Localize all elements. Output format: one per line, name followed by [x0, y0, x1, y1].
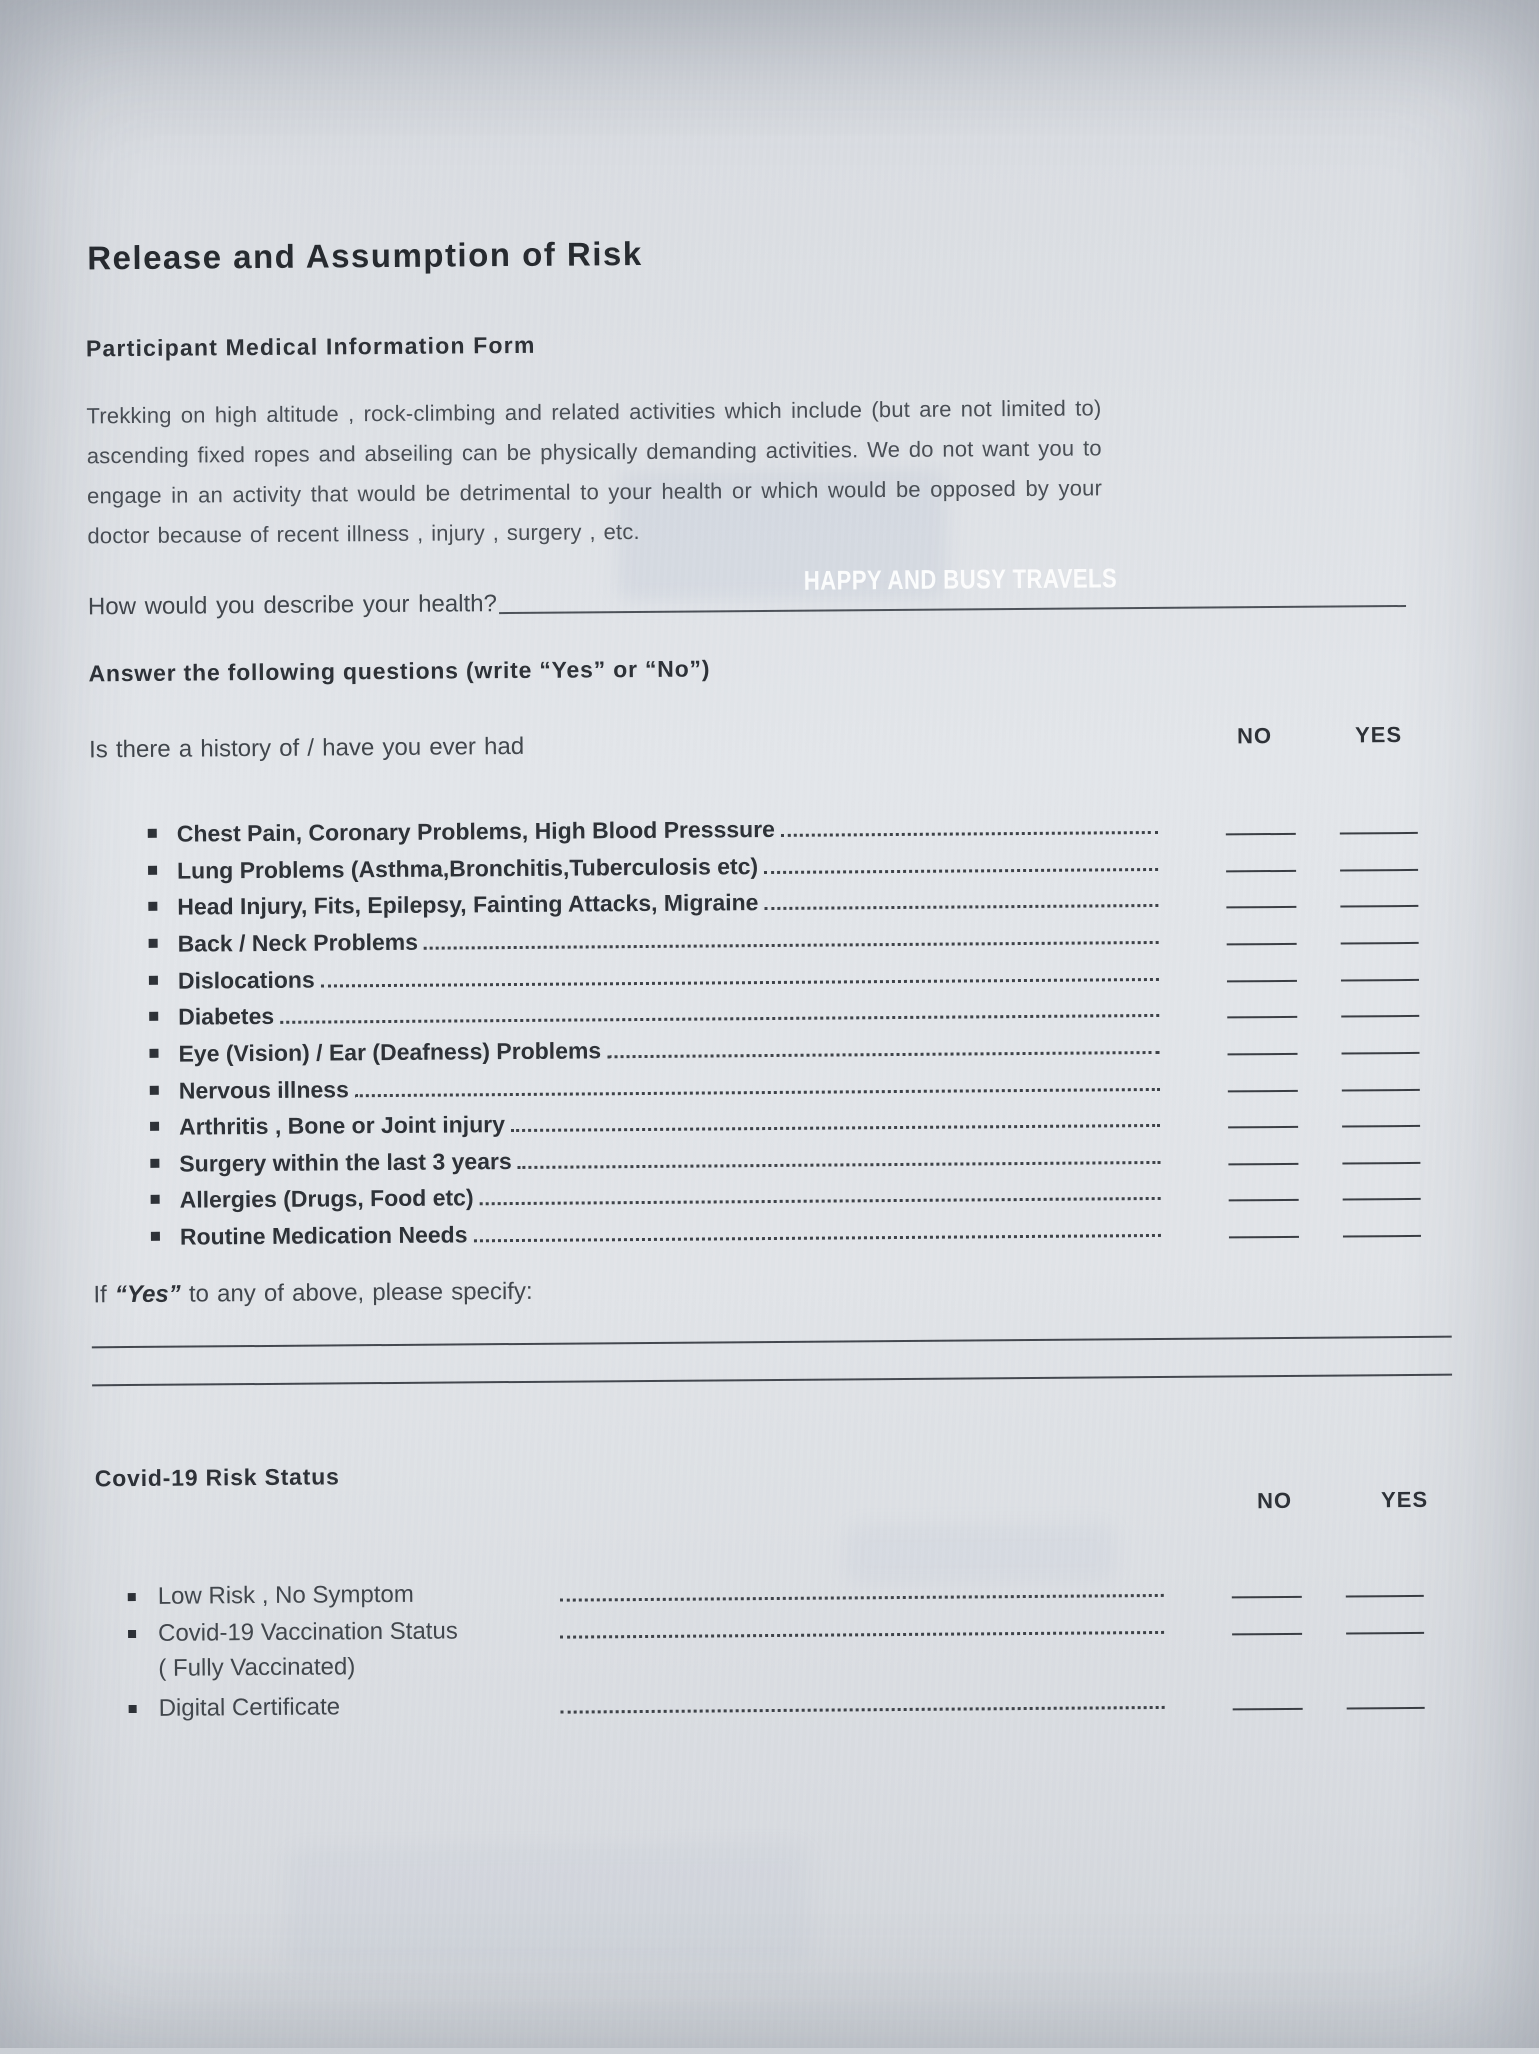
dotted-leader	[474, 1234, 1161, 1242]
specify-suffix: to any of above, please specify:	[180, 1277, 533, 1308]
question-label: Nervous illness	[178, 1076, 349, 1104]
medical-question-row	[149, 1028, 1419, 1068]
bullet-icon	[128, 1593, 136, 1601]
column-header-no: NO	[1256, 1487, 1293, 1514]
medical-question-row	[149, 991, 1419, 1031]
medical-question-row	[151, 1211, 1421, 1251]
column-header-no: NO	[1236, 723, 1273, 749]
no-answer-line	[1227, 1016, 1297, 1019]
document-subtitle: Participant Medical Information Form	[85, 331, 536, 362]
bullet-icon	[129, 1705, 137, 1713]
dotted-leader	[560, 1594, 1164, 1602]
no-answer-line	[1227, 943, 1297, 946]
dotted-leader	[424, 941, 1159, 950]
medical-question-row	[149, 918, 1419, 958]
no-answer-line	[1227, 980, 1297, 983]
bullet-icon	[128, 1630, 136, 1638]
specify-prefix: If	[93, 1281, 116, 1309]
bullet-icon	[151, 1195, 160, 1204]
bullet-icon	[149, 976, 158, 985]
question-label: Covid-19 Vaccination Status	[157, 1617, 458, 1647]
medical-question-row	[151, 1174, 1421, 1214]
no-answer-line	[1233, 1708, 1303, 1711]
no-answer-line	[1232, 1596, 1302, 1599]
bullet-icon	[148, 902, 157, 911]
history-prompt: Is there a history of / have you ever had	[89, 732, 525, 764]
document-title: Release and Assumption of Risk	[87, 234, 643, 277]
yes-answer-line	[1342, 1125, 1420, 1128]
question-label: Back / Neck Problems	[177, 928, 419, 957]
question-label: Head Injury, Fits, Epilepsy, Fainting Attacks, Migraine	[177, 889, 759, 920]
health-question-row	[88, 583, 1406, 621]
bullet-icon	[149, 1012, 158, 1021]
question-label: Low Risk , No Symptom	[157, 1580, 414, 1610]
yes-answer-line	[1346, 1632, 1424, 1635]
yes-answer-line	[1340, 869, 1418, 872]
specify-prompt	[93, 1278, 532, 1309]
no-answer-line	[1228, 1053, 1298, 1056]
yes-answer-line	[1342, 1052, 1420, 1055]
no-answer-line	[1228, 1126, 1298, 1129]
dotted-leader	[480, 1197, 1161, 1205]
yes-answer-line	[1343, 1235, 1421, 1238]
intro-paragraph: Trekking on high altitude , rock-climbing and related activities which include (but are not limited to) ascending fixed ropes and abseiling can be physically demanding activities. We do not want you to engage in an activity that would be detrimental to your health or which would be opposed by your doctor because of recent illness , injury , surgery , etc.	[86, 395, 1103, 549]
medical-question-row	[148, 808, 1418, 848]
yes-answer-line	[1343, 1198, 1421, 1201]
medical-question-row	[148, 881, 1418, 921]
yes-answer-line	[1347, 1707, 1425, 1710]
no-answer-line	[1226, 833, 1296, 836]
medical-question-row	[150, 1138, 1420, 1178]
medical-question-row	[149, 955, 1419, 995]
bullet-icon	[151, 1232, 160, 1241]
covid-question-row	[128, 1571, 1424, 1611]
yes-answer-line	[1342, 1089, 1420, 1092]
bleedthrough-smudge	[288, 1845, 809, 1969]
yes-answer-line	[1341, 942, 1419, 945]
question-label: Dislocations	[177, 966, 315, 994]
bullet-icon	[148, 829, 157, 838]
column-header-yes: YES	[1380, 1486, 1429, 1513]
yes-answer-line	[1341, 1015, 1419, 1018]
dotted-leader	[321, 978, 1159, 988]
bullet-icon	[150, 1122, 159, 1131]
question-label: Chest Pain, Coronary Problems, High Blood Presssure	[176, 815, 776, 847]
dotted-leader	[607, 1051, 1159, 1058]
covid-section-heading: Covid-19 Risk Status	[94, 1463, 340, 1492]
question-label: Routine Medication Needs	[179, 1221, 468, 1250]
no-answer-line	[1226, 906, 1296, 909]
covid-question-row	[128, 1608, 1424, 1648]
question-label: Surgery within the last 3 years	[179, 1148, 512, 1177]
specify-emphasis: “Yes”	[114, 1280, 181, 1309]
watermark-text: HAPPY AND BUSY TRAVELS	[803, 563, 1118, 596]
instructions-heading: Answer the following questions (write “Yes” or “No”)	[88, 655, 711, 687]
dotted-leader	[560, 1631, 1164, 1639]
question-label: Arthritis , Bone or Joint injury	[178, 1111, 506, 1140]
covid-question-note: ( Fully Vaccinated)	[158, 1653, 356, 1682]
bullet-icon	[149, 1049, 158, 1058]
health-question-label: How would you describe your health?	[87, 590, 497, 621]
question-label: Lung Problems (Asthma,Bronchitis,Tuberculosis etc)	[176, 853, 759, 884]
medical-question-row	[150, 1101, 1420, 1141]
dotted-leader	[764, 904, 1158, 910]
dotted-leader	[518, 1161, 1161, 1169]
bullet-icon	[150, 1159, 159, 1168]
dotted-leader	[280, 1014, 1159, 1024]
yes-answer-line	[1341, 979, 1419, 982]
health-answer-line	[499, 605, 1406, 614]
bullet-icon	[150, 1086, 159, 1095]
question-label: Digital Certificate	[158, 1693, 341, 1722]
yes-answer-line	[1342, 1162, 1420, 1165]
bullet-icon	[149, 939, 158, 948]
no-answer-line	[1228, 1090, 1298, 1093]
question-label: Allergies (Drugs, Food etc)	[179, 1184, 474, 1213]
yes-answer-line	[1346, 1595, 1424, 1598]
dotted-leader	[781, 831, 1158, 837]
specify-answer-line	[92, 1374, 1452, 1387]
dotted-leader	[511, 1124, 1160, 1132]
no-answer-line	[1228, 1163, 1298, 1166]
dotted-leader	[561, 1706, 1165, 1714]
medical-question-row	[148, 845, 1418, 885]
specify-answer-line	[92, 1336, 1452, 1349]
covid-question-row	[129, 1683, 1425, 1723]
no-answer-line	[1226, 870, 1296, 873]
column-header-yes: YES	[1354, 722, 1403, 748]
yes-answer-line	[1340, 905, 1418, 908]
question-label: Eye (Vision) / Ear (Deafness) Problems	[178, 1037, 602, 1067]
bullet-icon	[148, 866, 157, 875]
no-answer-line	[1229, 1236, 1299, 1239]
medical-question-row	[150, 1065, 1420, 1105]
question-label: Diabetes	[178, 1002, 275, 1030]
no-answer-line	[1232, 1633, 1302, 1636]
dotted-leader	[355, 1088, 1160, 1097]
dotted-leader	[764, 868, 1158, 874]
yes-answer-line	[1340, 832, 1418, 835]
no-answer-line	[1229, 1199, 1299, 1202]
